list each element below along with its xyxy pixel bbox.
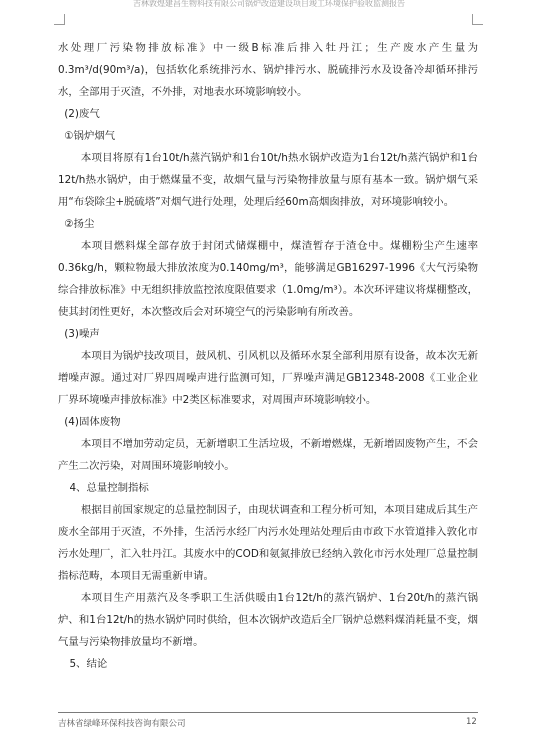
paragraph-solid-waste: 本项目不增加劳动定员，无新增职工生活垃圾，不新增燃煤，无新增固废物产生，不会产生二次污染，对周围环境影响较小。 [58, 438, 478, 472]
page-number: 12 [466, 717, 477, 727]
section-heading-total-control: 4、总量控制指标 [69, 482, 149, 494]
subheading-boiler-flue-gas: ①锅炉烟气 [64, 130, 116, 142]
paragraph-noise: 本项目为锅炉技改项目，鼓风机、引风机以及循环水泵全部利用原有设备，故本次无新增噪声源。通过对厂界四周噪声进行监测可知，厂界噪声满足GB12348-2008《工业企业厂界环境噪声排放标准》中2类区标准要求，对周围声环境影响较小。 [58, 350, 478, 406]
subheading-dust: ②扬尘 [64, 218, 95, 230]
section-heading-exhaust-gas: (2)废气 [64, 108, 100, 120]
paragraph-wastewater-end: 水处理厂污染物排放标准》中一级B标准后排入牡丹江；生产废水产生量为0.3m³/d(90m³/a)，包括软化系统排污水、锅炉排污水、脱硫排污水及设备冷却循环排污水，全部用于灭渣，不外排，对地表水环境影响较小。 [58, 42, 478, 98]
report-body [58, 37, 478, 675]
section-heading-noise: (3)噪声 [64, 328, 100, 340]
section-heading-conclusion: 5、结论 [69, 658, 108, 670]
paragraph-total-control-2: 本项目生产用蒸汽及冬季职工生活供暖由1台12t/h的蒸汽锅炉、1台20t/h的蒸汽锅炉、和1台12t/h的热水锅炉同时供给，但本次锅炉改造后全厂锅炉总燃料煤消耗量不变，烟气量与污染物排放量均不新增。 [58, 592, 478, 648]
paragraph-boiler-flue-gas: 本项目将原有1台10t/h蒸汽锅炉和1台10t/h热水锅炉改造为1台12t/h蒸汽锅炉和1台12t/h热水锅炉，由于燃煤量不变，故烟气量与污染物排放量与原有基本一致。锅炉烟气采用“布袋除尘+脱硫塔”对烟气进行处理，处理后经60m高烟囱排放，对环境影响较小。 [58, 152, 478, 208]
footer-rule [58, 712, 478, 713]
paragraph-dust: 本项目燃料煤全部存放于封闭式储煤棚中，煤渣暂存于渣仓中。煤棚粉尘产生速率0.36kg/h，颗粒物最大排放浓度为0.140mg/m³，能够满足GB16297-1996《大气污染物综合排放标准》中无组织排放监控浓度限值要求（1.0mg/m³）。本次环评建议将煤棚整改，使其封闭性更好，本次整改后会对环境空气的污染影响有所改善。 [58, 240, 478, 318]
footer-company: 吉林省绿峰环保科技咨询有限公司 [58, 719, 186, 729]
margin-corner-mark-left [54, 14, 65, 25]
margin-corner-mark-right [472, 14, 483, 25]
section-heading-solid-waste: (4)固体废物 [64, 416, 121, 428]
paragraph-total-control-1: 根据目前国家规定的总量控制因子，由现状调查和工程分析可知，本项目建成后其生产废水全部用于灭渣，不外排，生活污水经厂内污水处理站处理后由市政下水管道排入敦化市污水处理厂，汇入牡丹江。其废水中的COD和氨氮排放已经纳入敦化市污水处理厂总量控制指标范畴，本项目无需重新申请。 [58, 504, 478, 582]
page-header: 吉林敦煌建昌生物科技有限公司锅炉改造建设项目竣工环境保护验收监测报告 [133, 0, 405, 8]
